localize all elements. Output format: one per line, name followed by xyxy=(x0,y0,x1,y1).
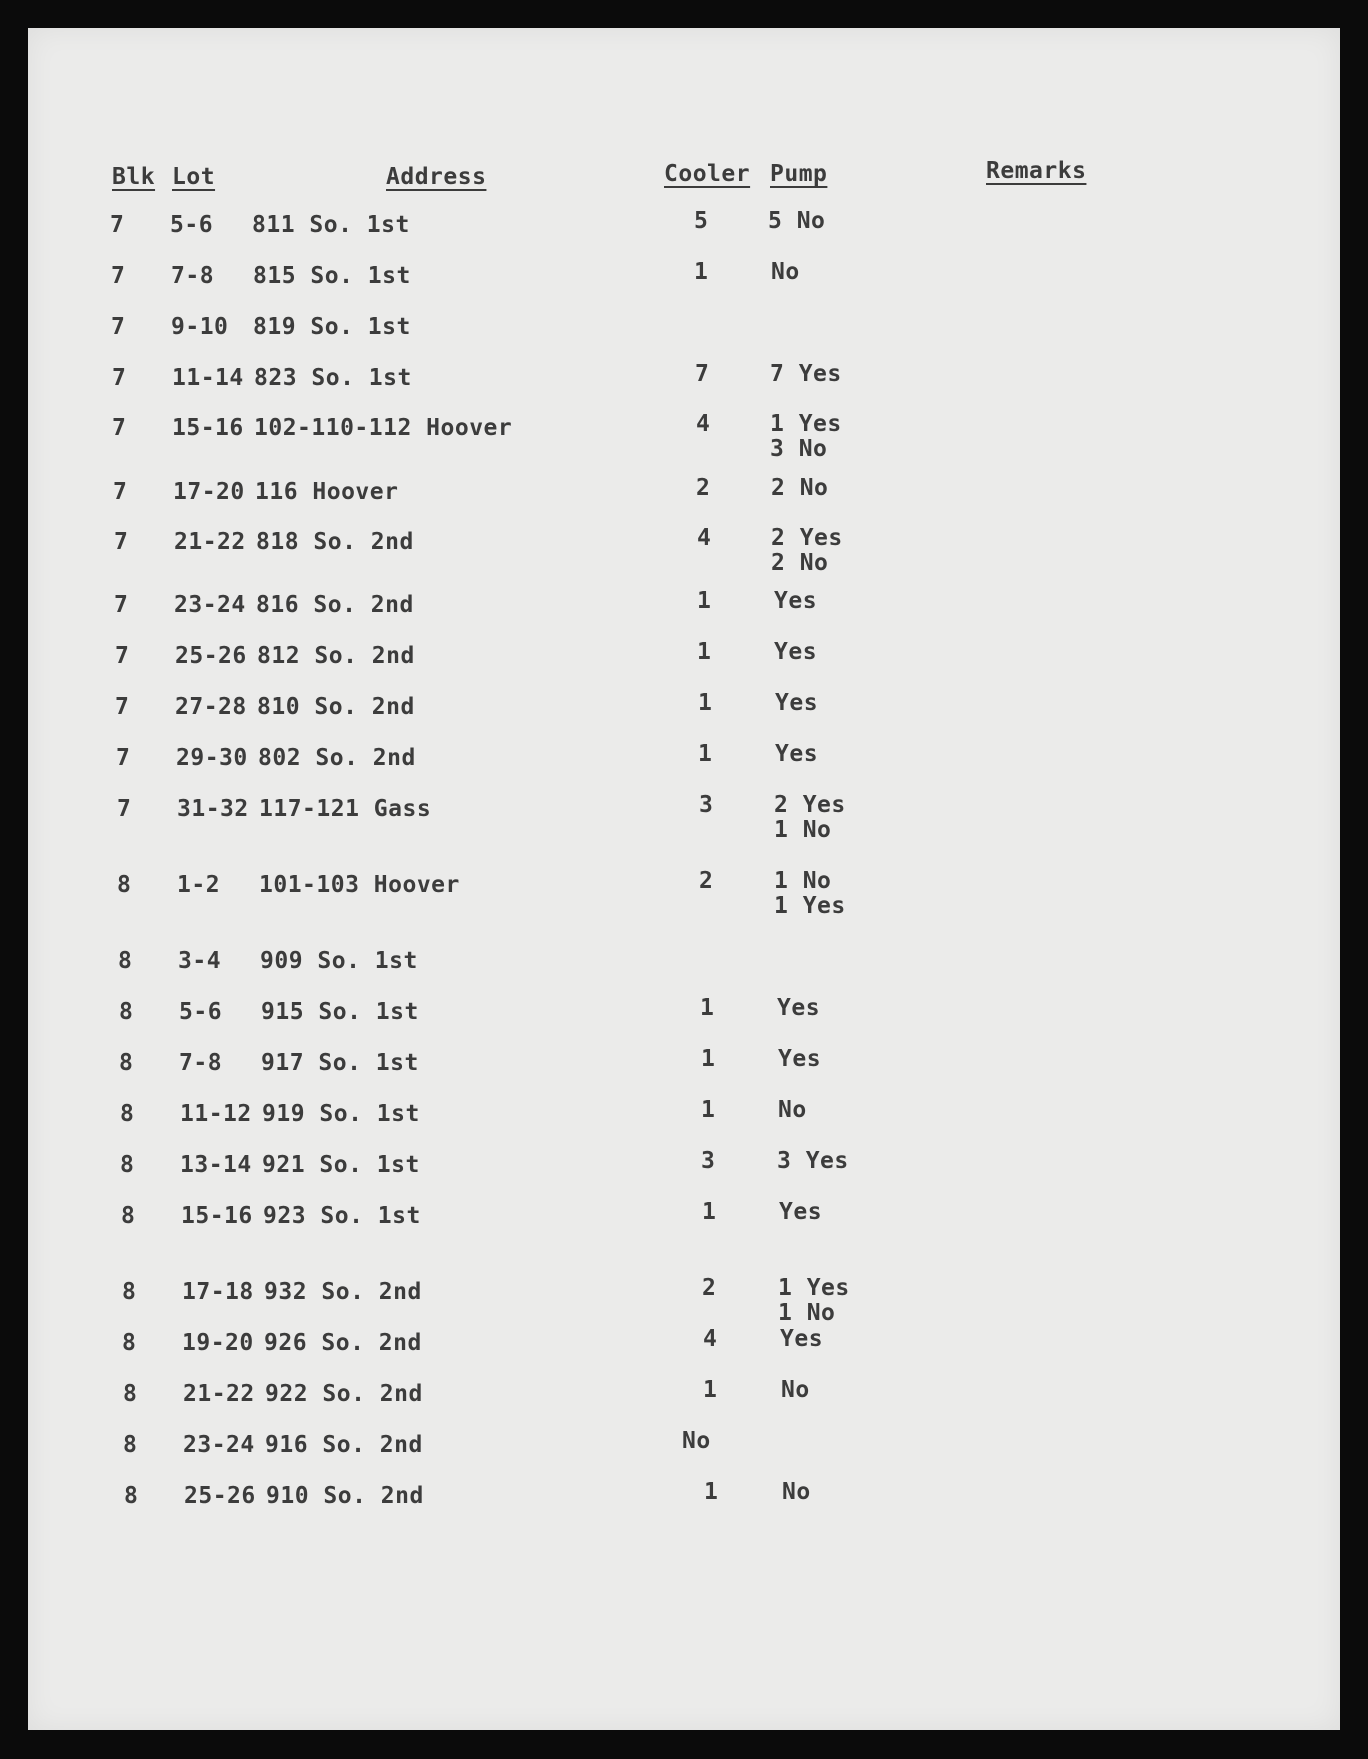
row-13-address: 101-103 Hoover xyxy=(259,872,460,898)
row-20-cooler: 2 xyxy=(702,1275,717,1301)
row-21-pump-1: Yes xyxy=(780,1326,824,1352)
row-5-cooler: 4 xyxy=(696,411,711,437)
row-12-pump-2: 1 No xyxy=(774,817,832,843)
row-2-address: 815 So. 1st xyxy=(253,263,411,289)
row-22-pump-1: No xyxy=(781,1377,810,1403)
row-16-address: 917 So. 1st xyxy=(261,1050,419,1076)
header-blk: Blk xyxy=(112,164,156,190)
row-11-address: 802 So. 2nd xyxy=(258,745,416,771)
row-23-cooler: No xyxy=(682,1428,711,1454)
row-2-pump-1: No xyxy=(771,259,800,285)
row-13-blk: 8 xyxy=(117,872,132,898)
row-20-pump-2: 1 No xyxy=(778,1300,836,1326)
row-4-address: 823 So. 1st xyxy=(254,365,412,391)
row-19-blk: 8 xyxy=(121,1203,136,1229)
row-2-blk: 7 xyxy=(111,263,126,289)
row-10-blk: 7 xyxy=(115,694,130,720)
row-7-pump-2: 2 No xyxy=(771,550,829,576)
row-24-address: 910 So. 2nd xyxy=(266,1483,424,1509)
row-15-address: 915 So. 1st xyxy=(261,999,419,1025)
row-12-blk: 7 xyxy=(117,796,132,822)
row-6-address: 116 Hoover xyxy=(255,479,399,505)
row-9-blk: 7 xyxy=(115,643,130,669)
row-16-pump-1: Yes xyxy=(778,1046,822,1072)
row-13-lot: 1-2 xyxy=(177,872,221,898)
row-1-cooler: 5 xyxy=(694,208,709,234)
row-23-lot: 23-24 xyxy=(183,1432,255,1458)
row-17-cooler: 1 xyxy=(701,1097,716,1123)
row-7-cooler: 4 xyxy=(697,525,712,551)
row-6-lot: 17-20 xyxy=(173,479,245,505)
row-9-address: 812 So. 2nd xyxy=(257,643,415,669)
row-6-cooler: 2 xyxy=(696,475,711,501)
row-8-blk: 7 xyxy=(114,592,129,618)
row-18-blk: 8 xyxy=(120,1152,135,1178)
row-7-lot: 21-22 xyxy=(174,529,246,555)
row-4-lot: 11-14 xyxy=(172,365,244,391)
row-1-lot: 5-6 xyxy=(170,212,214,238)
row-16-lot: 7-8 xyxy=(179,1050,223,1076)
row-14-lot: 3-4 xyxy=(178,948,222,974)
row-7-blk: 7 xyxy=(114,529,129,555)
row-5-blk: 7 xyxy=(112,415,127,441)
row-17-lot: 11-12 xyxy=(180,1101,252,1127)
document-page xyxy=(28,28,1340,1730)
row-24-lot: 25-26 xyxy=(184,1483,256,1509)
row-22-blk: 8 xyxy=(123,1381,138,1407)
row-20-blk: 8 xyxy=(122,1279,137,1305)
row-15-blk: 8 xyxy=(119,999,134,1025)
header-remarks: Remarks xyxy=(986,158,1087,184)
row-4-cooler: 7 xyxy=(695,361,710,387)
row-19-cooler: 1 xyxy=(702,1199,717,1225)
row-8-pump-1: Yes xyxy=(774,588,818,614)
row-9-lot: 25-26 xyxy=(175,643,247,669)
row-18-pump-1: 3 Yes xyxy=(777,1148,849,1174)
row-18-address: 921 So. 1st xyxy=(262,1152,420,1178)
row-2-lot: 7-8 xyxy=(171,263,215,289)
row-11-pump-1: Yes xyxy=(775,741,819,767)
row-4-blk: 7 xyxy=(112,365,127,391)
row-21-blk: 8 xyxy=(122,1330,137,1356)
row-10-cooler: 1 xyxy=(698,690,713,716)
row-21-address: 926 So. 2nd xyxy=(264,1330,422,1356)
row-15-lot: 5-6 xyxy=(179,999,223,1025)
row-12-address: 117-121 Gass xyxy=(259,796,432,822)
row-11-cooler: 1 xyxy=(698,741,713,767)
row-11-lot: 29-30 xyxy=(176,745,248,771)
row-4-pump-1: 7 Yes xyxy=(770,361,842,387)
row-6-pump-1: 2 No xyxy=(771,475,829,501)
row-5-pump-2: 3 No xyxy=(770,436,828,462)
row-3-blk: 7 xyxy=(111,314,126,340)
row-2-cooler: 1 xyxy=(694,259,709,285)
row-7-pump-1: 2 Yes xyxy=(771,525,843,551)
row-20-lot: 17-18 xyxy=(182,1279,254,1305)
row-6-blk: 7 xyxy=(113,479,128,505)
row-3-lot: 9-10 xyxy=(171,314,229,340)
row-23-blk: 8 xyxy=(123,1432,138,1458)
row-10-pump-1: Yes xyxy=(775,690,819,716)
row-22-lot: 21-22 xyxy=(183,1381,255,1407)
header-lot: Lot xyxy=(172,164,216,190)
row-13-pump-1: 1 No xyxy=(774,868,832,894)
row-24-blk: 8 xyxy=(124,1483,139,1509)
row-11-blk: 7 xyxy=(116,745,131,771)
row-21-lot: 19-20 xyxy=(182,1330,254,1356)
row-17-address: 919 So. 1st xyxy=(262,1101,420,1127)
row-9-cooler: 1 xyxy=(697,639,712,665)
row-16-cooler: 1 xyxy=(701,1046,716,1072)
row-20-pump-1: 1 Yes xyxy=(778,1275,850,1301)
row-10-address: 810 So. 2nd xyxy=(257,694,415,720)
row-18-lot: 13-14 xyxy=(180,1152,252,1178)
row-15-pump-1: Yes xyxy=(777,995,821,1021)
row-24-cooler: 1 xyxy=(704,1479,719,1505)
row-8-address: 816 So. 2nd xyxy=(256,592,414,618)
row-14-address: 909 So. 1st xyxy=(260,948,418,974)
row-13-pump-2: 1 Yes xyxy=(774,893,846,919)
row-17-pump-1: No xyxy=(778,1097,807,1123)
header-address: Address xyxy=(386,164,487,190)
header-pump: Pump xyxy=(770,161,828,187)
row-5-pump-1: 1 Yes xyxy=(770,411,842,437)
row-1-address: 811 So. 1st xyxy=(252,212,410,238)
row-17-blk: 8 xyxy=(120,1101,135,1127)
row-21-cooler: 4 xyxy=(703,1326,718,1352)
row-5-lot: 15-16 xyxy=(172,415,244,441)
row-15-cooler: 1 xyxy=(700,995,715,1021)
row-19-pump-1: Yes xyxy=(779,1199,823,1225)
header-cooler: Cooler xyxy=(664,161,751,187)
row-12-pump-1: 2 Yes xyxy=(774,792,846,818)
row-13-cooler: 2 xyxy=(699,868,714,894)
row-24-pump-1: No xyxy=(782,1479,811,1505)
row-22-cooler: 1 xyxy=(703,1377,718,1403)
row-1-blk: 7 xyxy=(110,212,125,238)
row-9-pump-1: Yes xyxy=(774,639,818,665)
row-5-address: 102-110-112 Hoover xyxy=(254,415,513,441)
row-8-cooler: 1 xyxy=(697,588,712,614)
row-22-address: 922 So. 2nd xyxy=(265,1381,423,1407)
row-16-blk: 8 xyxy=(119,1050,134,1076)
row-14-blk: 8 xyxy=(118,948,133,974)
row-12-cooler: 3 xyxy=(699,792,714,818)
row-8-lot: 23-24 xyxy=(174,592,246,618)
row-10-lot: 27-28 xyxy=(175,694,247,720)
row-19-address: 923 So. 1st xyxy=(263,1203,421,1229)
row-20-address: 932 So. 2nd xyxy=(264,1279,422,1305)
row-18-cooler: 3 xyxy=(701,1148,716,1174)
row-12-lot: 31-32 xyxy=(177,796,249,822)
row-23-address: 916 So. 2nd xyxy=(265,1432,423,1458)
row-7-address: 818 So. 2nd xyxy=(256,529,414,555)
row-1-pump-1: 5 No xyxy=(768,208,826,234)
row-3-address: 819 So. 1st xyxy=(253,314,411,340)
row-19-lot: 15-16 xyxy=(181,1203,253,1229)
